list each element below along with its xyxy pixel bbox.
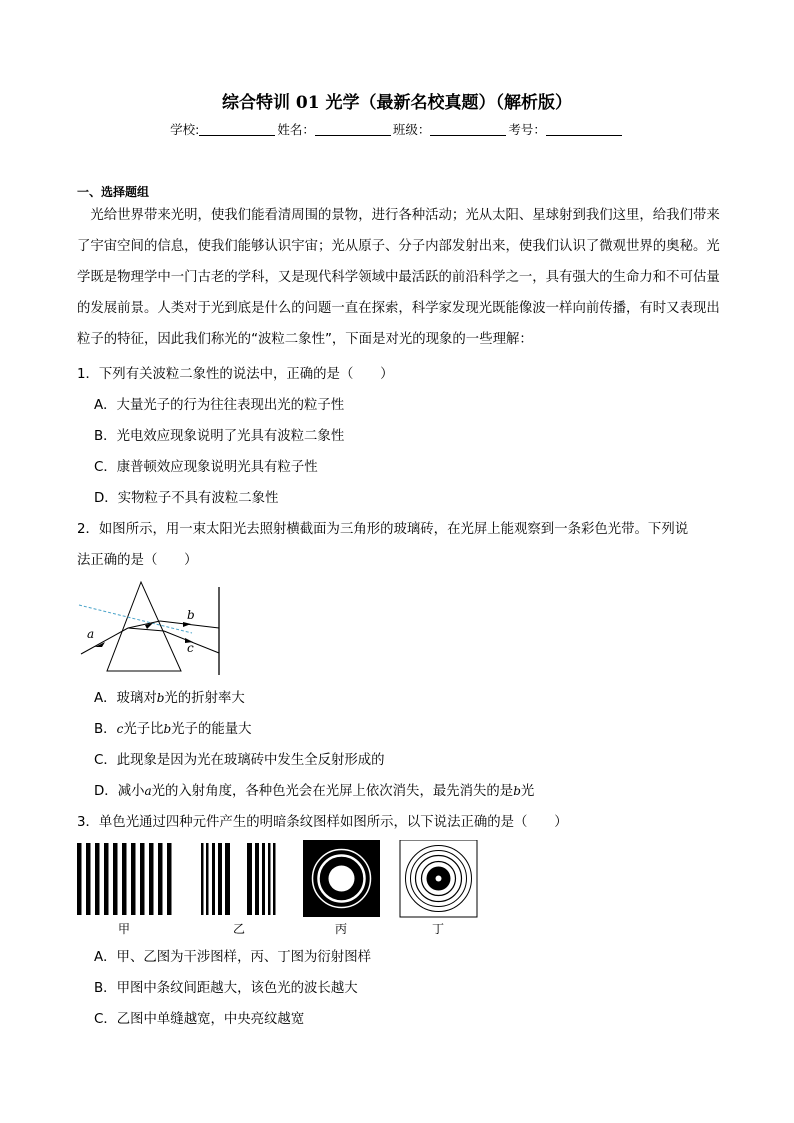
inner-ray-lower <box>128 628 164 631</box>
name-label: 姓名： <box>277 122 315 137</box>
class-blank[interactable] <box>430 135 506 136</box>
page-title: 综合特训 01 光学（最新名校真题）（解析版） <box>222 93 572 113</box>
q2-option-b-text-end: 光子的能量大 <box>171 722 252 737</box>
label-bing: 丙 <box>335 922 348 936</box>
q2-option-d-var1: a <box>144 784 152 798</box>
q2-option-b-var1: c <box>116 722 124 736</box>
q1-option-a: A．大量光子的行为往往表现出光的粒子性 <box>94 398 345 413</box>
q2-option-d-text-end: 光 <box>520 784 535 799</box>
q3-option-c: C．乙图中单缝越宽，中央亮纹越宽 <box>94 1012 305 1027</box>
section-heading: 一、选择题组 <box>77 185 150 199</box>
q2-option-d <box>94 780 534 799</box>
fringe-figures <box>77 840 487 940</box>
label-ding: 丁 <box>432 922 445 936</box>
q2-option-d-text: D．减小 <box>94 784 145 799</box>
q1-stem: 1．下列有关波粒二象性的说法中，正确的是（ ） <box>77 367 394 382</box>
q2-option-a-var: b <box>156 691 165 705</box>
intro-paragraph: 光给世界带来光明，使我们能看清周围的景物，进行各种活动；光从太阳、星球射到我们这里，给我们带来了宇宙空间的信息，使我们能够认识宇宙；光从原子、分子内部发射出来，使我们认识了微观世界的奥秘。光学既是物理学中一门古老的学科，又是现代科学领域中最活跃的前沿科学之一，具有强大的生命力和不可估量的发展前景。人类对于光到底是什么的问题一直在探索，科学家发现光既能像波一样向前传播，有时又表现出粒子的特征，因此我们称光的“波粒二象性”，下面是对光的现象的一些理解： <box>77 208 720 347</box>
q1-option-c: C．康普顿效应现象说明光具有粒子性 <box>94 460 318 475</box>
class-label: 班级： <box>392 122 431 137</box>
name-blank[interactable] <box>315 135 391 136</box>
number-label: 考号： <box>508 122 546 137</box>
q3-option-b: B．甲图中条纹间距越大，该色光的波长越大 <box>94 981 358 996</box>
q2-option-a-text: A．玻璃对 <box>94 691 157 706</box>
q1-option-d: D．实物粒子不具有波粒二象性 <box>94 491 279 506</box>
school-blank[interactable] <box>199 135 275 136</box>
q2-option-a <box>94 687 245 706</box>
q2-option-b-text-mid: 光子比 <box>123 722 164 737</box>
label-yi: 乙 <box>233 922 246 936</box>
q2-option-d-text-mid: 光的入射角度，各种色光会在光屏上依次消失，最先消失的是 <box>151 784 514 799</box>
pattern-jia <box>77 843 172 915</box>
q3-option-a: A．甲、乙图为干涉图样，丙、丁图为衍射图样 <box>94 950 371 965</box>
school-label: 学校: <box>170 122 200 137</box>
q2-stem-line1: 2．如图所示，用一束太阳光去照射横截面为三角形的玻璃砖，在光屏上能观察到一条彩色光带。下列说 <box>77 522 689 537</box>
incident-arrow <box>95 642 105 647</box>
prism-triangle <box>107 582 181 671</box>
q2-option-b-text: B． <box>94 722 117 737</box>
q2-option-b <box>94 718 252 737</box>
label-c: c <box>187 641 194 655</box>
label-jia: 甲 <box>118 922 131 936</box>
label-b: b <box>187 608 195 622</box>
student-info <box>0 120 794 138</box>
q2-option-c: C．此现象是因为光在玻璃砖中发生全反射形成的 <box>94 753 385 768</box>
pattern-bing <box>303 840 380 917</box>
q1-option-b: B．光电效应现象说明了光具有波粒二象性 <box>94 429 345 444</box>
number-blank[interactable] <box>546 135 622 136</box>
q2-option-b-var2: b <box>163 722 172 736</box>
pattern-ding <box>400 840 477 917</box>
q3-stem: 3．单色光通过四种元件产生的明暗条纹图样如图所示，以下说法正确的是（ ） <box>77 815 568 830</box>
prism-figure <box>77 577 227 680</box>
q2-option-a-text-end: 光的折射率大 <box>164 691 245 706</box>
q2-stem-line2: 法正确的是（ ） <box>77 553 198 568</box>
inner-ray-upper <box>128 621 160 628</box>
pattern-yi <box>201 843 276 915</box>
q2-option-d-var2: b <box>513 784 521 798</box>
label-a: a <box>87 627 95 641</box>
